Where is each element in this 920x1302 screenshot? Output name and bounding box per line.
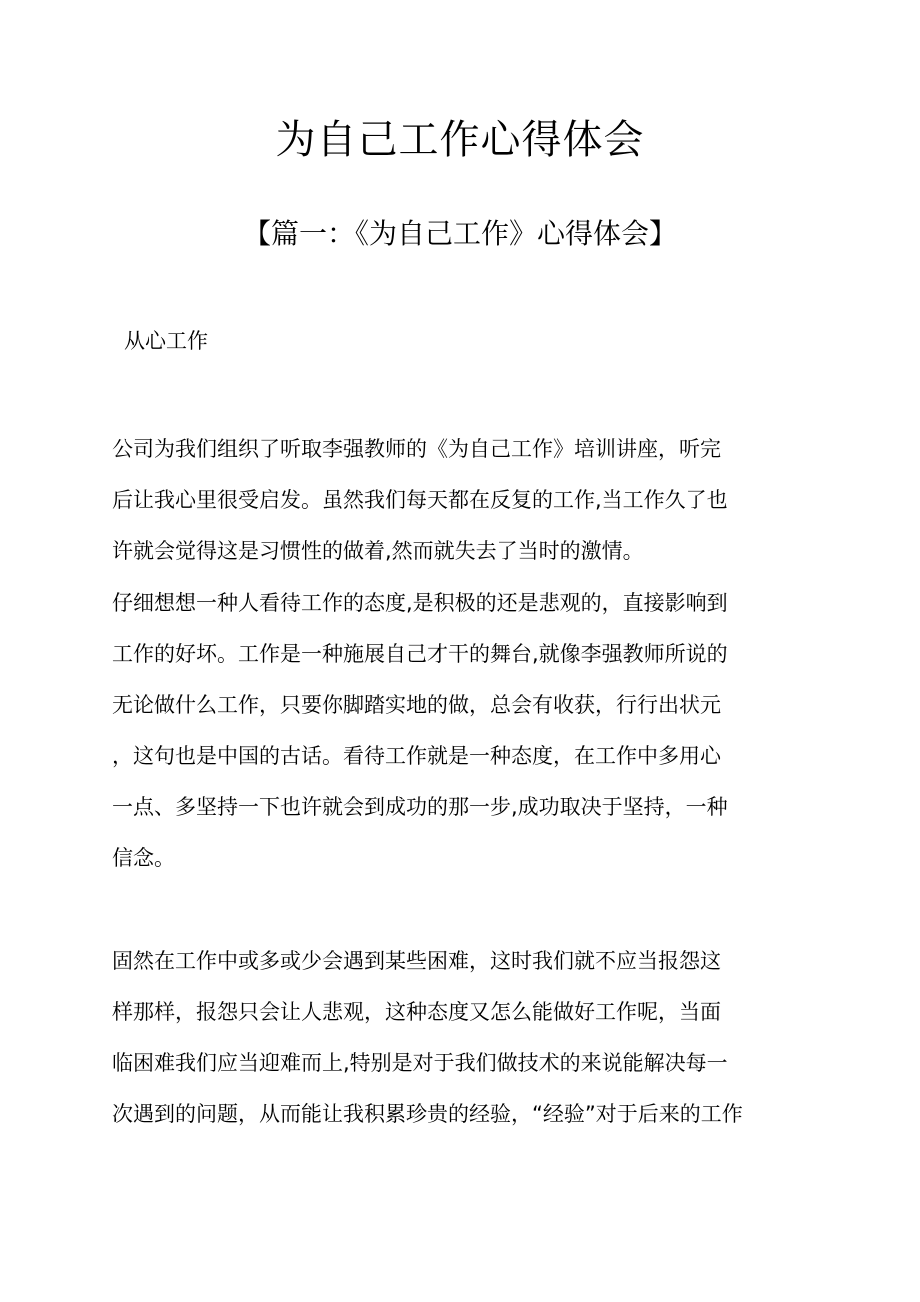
text-line: 临困难我们应当迎难而上,特别是对于我们做技术的来说能解决每一 (112, 1051, 728, 1075)
paragraph-2 (112, 578, 812, 884)
text-line: 仔细想想一种人看待工作的态度,是积极的还是悲观的，直接影响到 (112, 591, 728, 615)
text-line: 信念。 (112, 846, 175, 870)
text-line: 无论做什么工作，只要你脚踏实地的做，总会有收获，行行出状元 (112, 693, 721, 717)
section-heading: 从心工作 (124, 329, 208, 353)
document-title: 为自己工作心得体会 (275, 117, 645, 163)
text-line: 次遇到的问题，从而能让我积累珍贵的经验，“经验”对于后来的工作 (112, 1102, 743, 1126)
text-line: 后让我心里很受启发。虽然我们每天都在反复的工作,当工作久了也 (112, 488, 728, 512)
text-line: 一点、多坚持一下也许就会到成功的那一步,成功取决于坚持，一种 (112, 795, 728, 819)
text-line: 固然在工作中或多或少会遇到某些困难，这时我们就不应当报怨这 (112, 949, 721, 973)
paragraph-1 (112, 424, 812, 577)
text-line: ，这句也是中国的古话。看待工作就是一种态度，在工作中多用心 (112, 744, 721, 768)
paragraph-3 (112, 936, 812, 1140)
text-line: 公司为我们组织了听取李强教师的《为自己工作》培训讲座，听完 (112, 437, 721, 461)
text-line: 样那样，报怨只会让人悲观，这种态度又怎么能做好工作呢，当面 (112, 1000, 721, 1024)
text-line: 许就会觉得这是习惯性的做着,然而就失去了当时的激情。 (112, 539, 644, 563)
text-line: 工作的好坏。工作是一种施展自己才干的舞台,就像李强教师所说的 (112, 642, 728, 666)
document-subtitle: 【篇一：《为自己工作》心得体会】 (242, 217, 677, 250)
